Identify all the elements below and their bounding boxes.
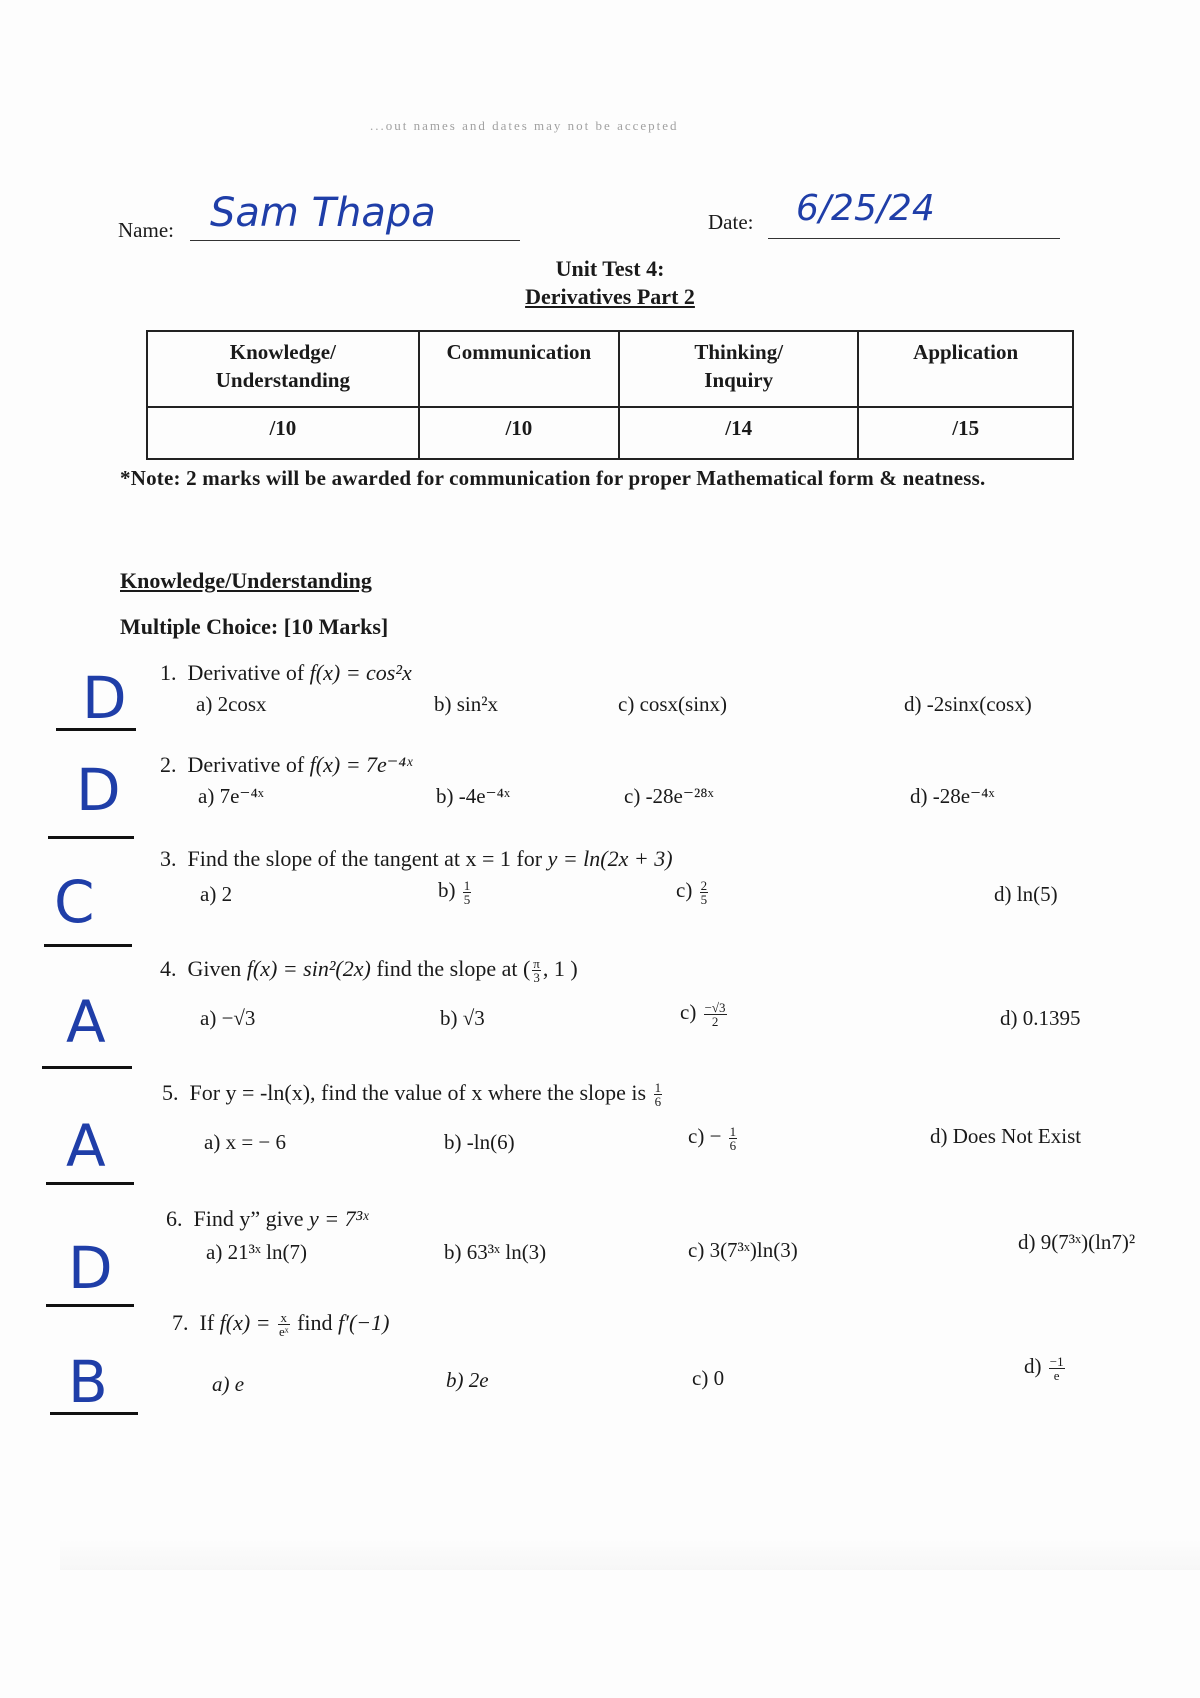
date-label: Date: [708, 210, 754, 234]
q7-option-b: b) 2e [446, 1368, 489, 1392]
q1-option-c: c) cosx(sinx) [618, 692, 728, 716]
q4-option-b: b) √3 [440, 1006, 485, 1030]
score-table [146, 330, 1074, 460]
answer-2: D [76, 756, 121, 824]
question-2: 2. Derivative of f(x) = 7e⁻⁴ˣ [160, 752, 413, 777]
date-handwritten: 6/25/24 [796, 188, 935, 229]
answer-line-2 [48, 836, 134, 839]
header-thinking: Thinking/ Inquiry [619, 331, 858, 407]
q2-option-d: d) -28e⁻⁴ˣ [910, 784, 995, 808]
q2-option-a: a) 7e⁻⁴ˣ [198, 784, 264, 808]
answer-5: A [66, 1112, 106, 1180]
mark-application: /15 [858, 407, 1073, 459]
answer-line-3 [44, 944, 132, 947]
name-label: Name: [118, 218, 174, 242]
q7-option-c: c) 0 [692, 1366, 725, 1390]
header-communication: Communication [419, 331, 619, 407]
answer-line-5 [46, 1182, 134, 1185]
q2-option-b: b) -4e⁻⁴ˣ [436, 784, 511, 808]
q4-option-d: d) 0.1395 [1000, 1006, 1081, 1030]
q6-option-d: d) 9(7³ˣ)(ln7)² [1018, 1230, 1136, 1254]
q5-option-c: c) − $\frac{1}{6}$ [688, 1123, 737, 1153]
answer-line-4 [42, 1066, 132, 1069]
q2-option-c: c) -28e⁻²⁸ˣ [624, 784, 714, 808]
q7-function-fraction: $\frac{x}{\text{eˣ}}$ [279, 1310, 289, 1340]
q5-option-d: d) Does Not Exist [930, 1124, 1082, 1148]
answer-line-6 [46, 1304, 134, 1307]
q7-option-a: a) e [212, 1372, 245, 1396]
section-subheading: Multiple Choice: [10 Marks] [120, 614, 389, 639]
answer-6: D [68, 1234, 113, 1302]
q3-option-c: c) $\frac{2}{5}$ [676, 877, 708, 907]
section-heading: Knowledge/Understanding [120, 568, 372, 593]
q1-option-b: b) sin²x [434, 692, 499, 716]
question-3: 3. Find the slope of the tangent at x = 1 for y = ln(2x + 3) [160, 846, 673, 871]
q5-option-a: a) x = − 6 [204, 1130, 287, 1154]
q3b-fraction: $\frac{1}{5}$ [463, 877, 471, 907]
q4-option-a: a) −√3 [200, 1006, 256, 1030]
note-text: *Note: 2 marks will be awarded for communication for proper Mathematical form & neatness. [120, 466, 986, 490]
q3-option-b: b) $\frac{1}{5}$ [438, 877, 471, 907]
mark-thinking: /14 [619, 407, 858, 459]
mark-communication: /10 [419, 407, 619, 459]
answer-1: D [82, 664, 127, 732]
q1-option-d: d) -2sinx(cosx) [904, 692, 1032, 716]
answer-4: A [66, 988, 106, 1056]
top-faint-text: ...out names and dates may not be accepted [370, 118, 679, 133]
answer-line-7 [50, 1412, 138, 1415]
page-bottom-shadow [60, 1540, 1200, 1570]
answer-line-1 [56, 728, 136, 731]
q3c-fraction: $\frac{2}{5}$ [700, 877, 708, 907]
q4-option-c: c) $\frac{-√3}{2}$ [680, 999, 726, 1029]
q5-option-b: b) -ln(6) [444, 1130, 515, 1154]
q4c-fraction: $\frac{-√3}{2}$ [704, 999, 726, 1029]
test-subtitle: Derivatives Part 2 [525, 284, 695, 309]
q6-option-b: b) 63³ˣ ln(3) [444, 1240, 547, 1264]
q5-slope-fraction: $\frac{1}{6}$ [654, 1080, 662, 1110]
header-application: Application [858, 331, 1073, 407]
answer-3: C [54, 868, 95, 936]
q4-point-fraction: $\frac{\pi}{3}$ [533, 956, 540, 986]
q5c-fraction: $\frac{1}{6}$ [729, 1123, 737, 1153]
q1-option-a: a) 2cosx [196, 692, 267, 716]
answer-7: B [68, 1348, 108, 1416]
mark-knowledge: /10 [147, 407, 419, 459]
q3-option-a: a) 2 [200, 882, 233, 906]
q7-option-d: d) $\frac{-1}{e}$ [1024, 1353, 1064, 1383]
question-4: 4. Given f(x) = sin²(2x) find the slope at ( $\frac{\pi}{3}$ , 1 ) [160, 956, 578, 986]
q6-option-c: c) 3(7³ˣ)ln(3) [688, 1238, 798, 1262]
q3-option-d: d) ln(5) [994, 882, 1058, 906]
q6-option-a: a) 21³ˣ ln(7) [206, 1240, 308, 1264]
q7d-fraction: $\frac{-1}{e}$ [1049, 1353, 1064, 1383]
test-title: Unit Test 4: [555, 256, 665, 281]
question-1: 1. Derivative of f(x) = cos²x [160, 660, 412, 685]
question-7: 7. If f(x) = $\frac{x}{\text{eˣ}}$ find f′(−1) [172, 1310, 390, 1340]
question-6: 6. Find y” give y = 7³ˣ [166, 1206, 369, 1231]
name-handwritten: Sam Thapa [210, 190, 436, 236]
question-5: 5. For y = -ln(x), find the value of x where the slope is $\frac{1}{6}$ [162, 1080, 662, 1110]
header-knowledge: Knowledge/ Understanding [147, 331, 419, 407]
